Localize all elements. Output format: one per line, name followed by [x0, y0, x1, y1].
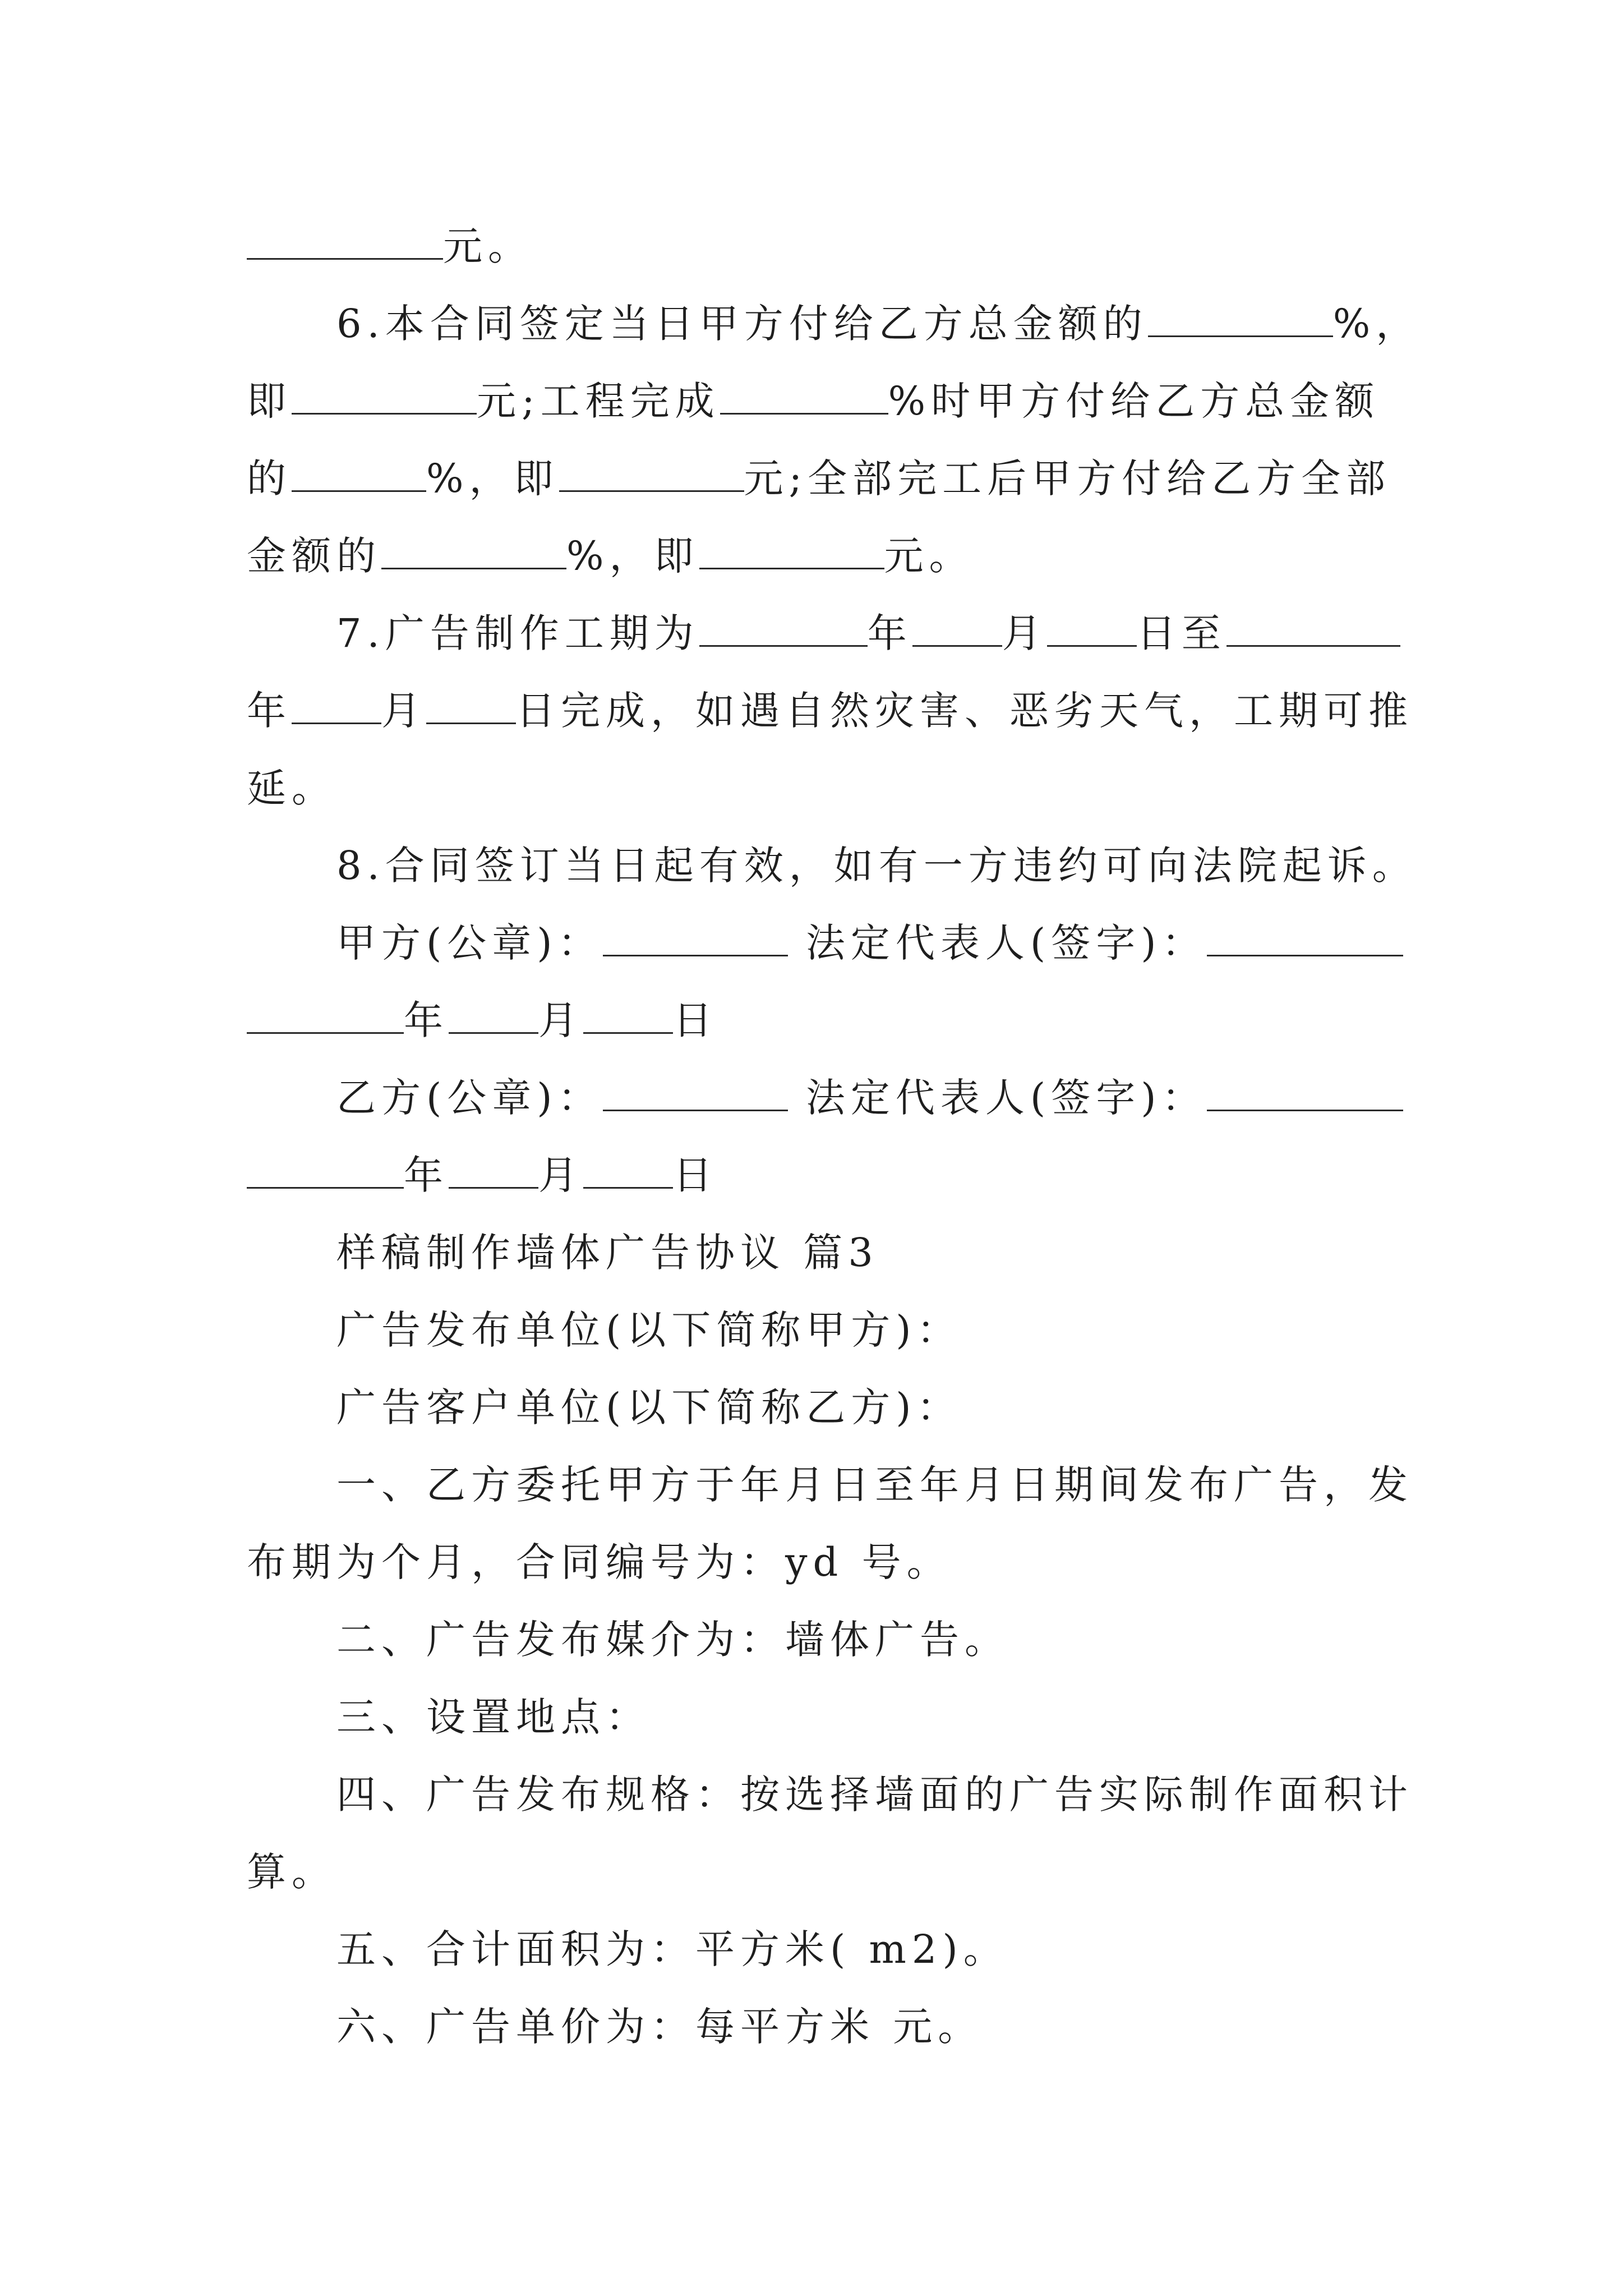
blank-field[interactable]	[381, 524, 566, 569]
party-a-seal-blank[interactable]	[603, 911, 788, 956]
day-blank[interactable]	[583, 1143, 673, 1189]
blank-field[interactable]	[426, 679, 516, 724]
clause-7-line-2: 年 月 日完成，如遇自然灾害、恶劣天气，工期可推	[247, 672, 1391, 749]
clause-7-line-3: 延。	[247, 765, 336, 811]
blank-field[interactable]	[720, 369, 888, 415]
party-a-signature-line: 甲方(公章)： 法定代表人(签字)：	[247, 904, 1391, 982]
clause-6-line-4: 金额的 %，即 元。	[247, 517, 1391, 595]
clause-8: 8.合同签订当日起有效，如有一方违约可向法院起诉。	[336, 843, 1417, 889]
contract-text	[247, 208, 1421, 2065]
party-b-signature-line: 乙方(公章)： 法定代表人(签字)：	[247, 1059, 1391, 1137]
item-2: 二、广告发布媒介为：墙体广告。	[336, 1617, 1009, 1663]
day-blank[interactable]	[583, 988, 673, 1034]
blank-field[interactable]	[1148, 292, 1333, 337]
publisher-line: 广告发布单位(以下简称甲方)：	[336, 1307, 962, 1353]
blank-field[interactable]	[1047, 601, 1137, 647]
blank-field[interactable]	[1227, 601, 1400, 647]
blank-field[interactable]	[912, 601, 1002, 647]
month-blank[interactable]	[449, 1143, 538, 1189]
blank-field[interactable]	[292, 447, 426, 492]
clause-6-line-2: 即 元;工程完成 %时甲方付给乙方总金额	[247, 362, 1391, 440]
year-blank[interactable]	[247, 1143, 404, 1189]
item-4-line-2: 算。	[247, 1849, 336, 1895]
text-line-1: 元。	[247, 208, 1391, 285]
blank-field[interactable]	[699, 524, 884, 569]
blank-field[interactable]	[292, 679, 381, 724]
month-blank[interactable]	[449, 988, 538, 1034]
clause-7-line-1: 7.广告制作工期为 年 月 日至	[247, 595, 1391, 672]
party-a-representative-blank[interactable]	[1207, 911, 1403, 956]
clause-6-line-3: 的 %，即 元;全部完工后甲方付给乙方全部	[247, 440, 1391, 517]
party-b-seal-blank[interactable]	[603, 1066, 788, 1111]
party-a-date-line: 年 月 日	[247, 982, 1391, 1059]
party-b-date-line: 年 月 日	[247, 1137, 1391, 1214]
client-line: 广告客户单位(以下简称乙方)：	[336, 1384, 962, 1430]
blank-field[interactable]	[699, 601, 868, 647]
item-6: 六、广告单价为：每平方米 元。	[336, 2004, 983, 2050]
blank-field[interactable]	[292, 369, 477, 415]
item-1-line-1: 一、乙方委托甲方于年月日至年月日期间发布广告，发	[336, 1462, 1413, 1508]
item-3: 三、设置地点：	[336, 1694, 651, 1740]
item-4-line-1: 四、广告发布规格：按选择墙面的广告实际制作面积计	[336, 1772, 1413, 1818]
party-b-representative-blank[interactable]	[1207, 1066, 1403, 1111]
clause-6-line-1: 6.本合同签定当日甲方付给乙方总金额的 %，	[247, 285, 1391, 362]
blank-field[interactable]	[247, 214, 443, 260]
item-5: 五、合计面积为：平方米( m2)。	[336, 1926, 1008, 1972]
blank-field[interactable]	[559, 447, 744, 492]
section-title: 样稿制作墙体广告协议 篇3	[336, 1230, 879, 1276]
item-1-line-2: 布期为个月，合同编号为：yd 号。	[247, 1539, 952, 1585]
year-blank[interactable]	[247, 988, 404, 1034]
